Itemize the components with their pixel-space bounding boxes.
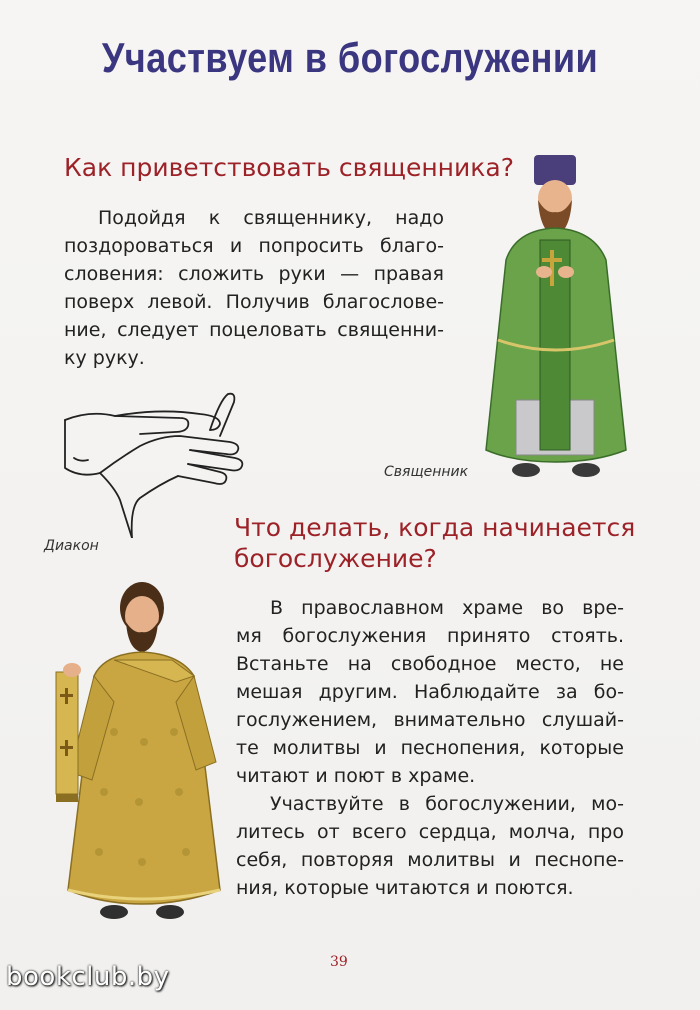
priest-illustration bbox=[476, 150, 646, 490]
page-title: Участвуем в богослужении bbox=[101, 34, 599, 81]
section2-paragraph bbox=[236, 594, 624, 902]
section2-line: читают и поют в храме. bbox=[236, 765, 476, 787]
page-number: 39 bbox=[330, 954, 348, 970]
section2-line: Участвуйте в богослужении, мо- bbox=[270, 793, 624, 815]
watermark: bookclub.by bbox=[6, 962, 170, 992]
priest-caption: Священник bbox=[384, 464, 469, 480]
section2-line: себя, повторяя молитвы и песнопе- bbox=[236, 849, 624, 871]
section2-line: гослужением, внимательно слушай- bbox=[236, 709, 624, 731]
section2-line: те молитвы и песнопения, которые bbox=[236, 737, 624, 759]
deacon-illustration bbox=[44, 572, 234, 924]
section2-heading-line: Что делать, когда начинается bbox=[234, 513, 636, 542]
section1-line: Подойдя к священнику, надо bbox=[98, 207, 444, 229]
section2-heading-line: богослужение? bbox=[234, 544, 437, 573]
folded-hands-illustration bbox=[60, 388, 260, 538]
section2-line: литесь от всего сердца, молча, про bbox=[236, 821, 624, 843]
section2-line: В православном храме во вре- bbox=[270, 597, 624, 619]
section1-heading: Как приветствовать священника? bbox=[64, 153, 514, 182]
deacon-caption: Диакон bbox=[44, 538, 99, 554]
section1-line: ку руку. bbox=[64, 347, 145, 369]
section1-line: поверх левой. Получив благослове- bbox=[64, 291, 444, 313]
section1-line: словения: сложить руки — правая bbox=[64, 263, 444, 285]
section2-heading bbox=[234, 512, 635, 574]
section1-paragraph bbox=[64, 204, 444, 372]
section2-line: ния, которые читаются и поются. bbox=[236, 877, 574, 899]
section2-line: мя богослужения принято стоять. bbox=[236, 625, 624, 647]
section2-line: Встаньте на свободное место, не bbox=[236, 653, 624, 675]
section1-line: поздороваться и попросить благо- bbox=[64, 235, 444, 257]
section2-line: мешая другим. Наблюдайте за бо- bbox=[236, 681, 624, 703]
section1-line: ние, следует поцеловать священни- bbox=[64, 319, 444, 341]
